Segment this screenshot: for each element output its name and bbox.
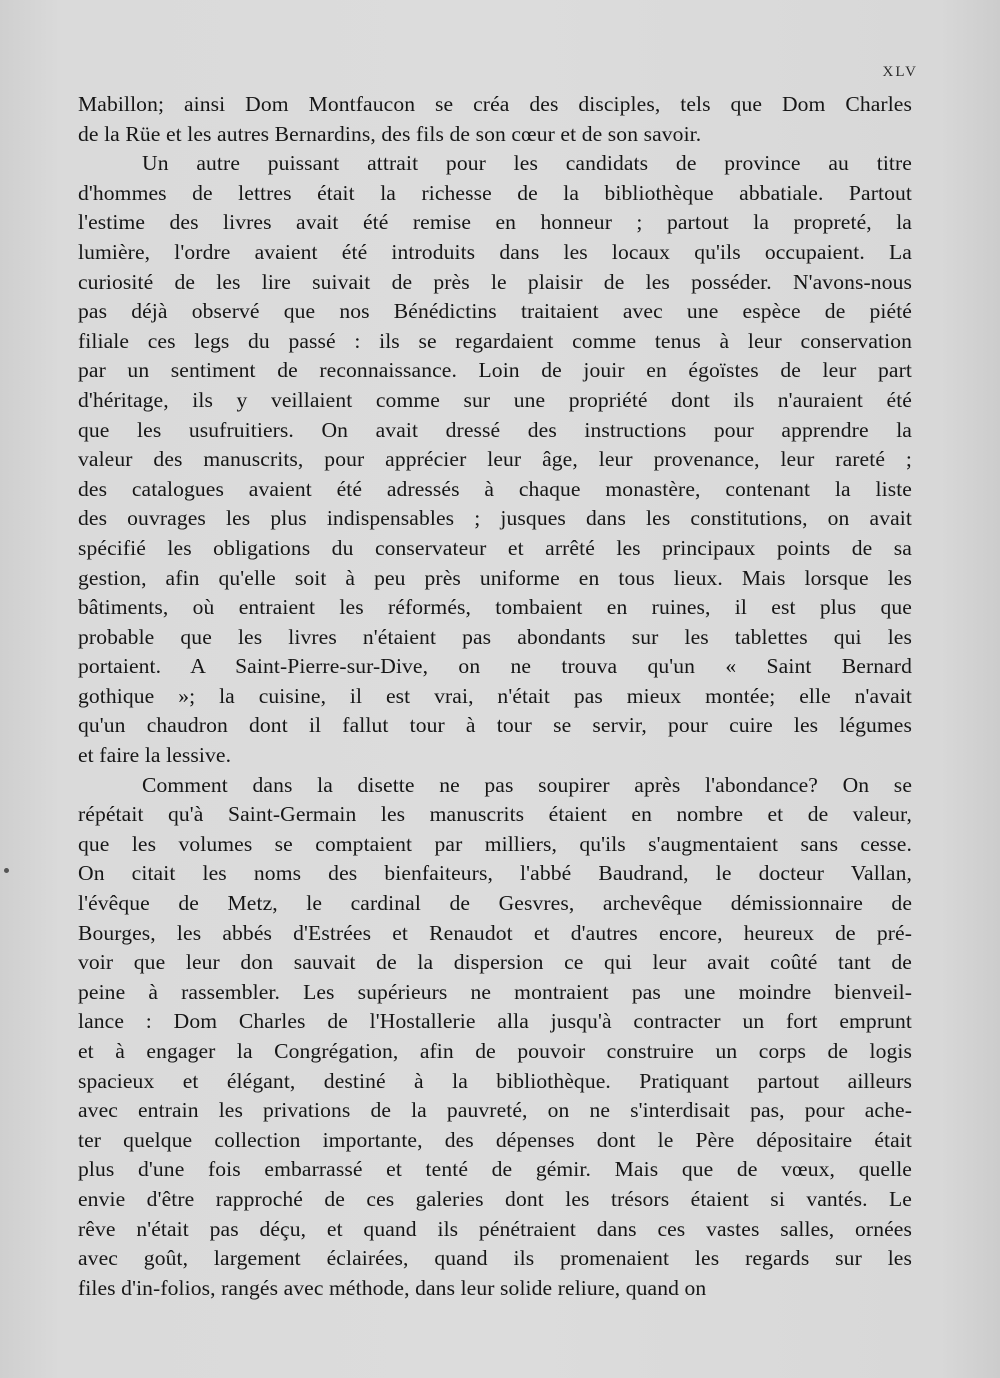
text-line: bâtiments, où entraient les réformés, tombaient en ruines, il est plus que xyxy=(78,595,912,620)
text-line: valeur des manuscrits, pour apprécier leur âge, leur provenance, leur rareté ; xyxy=(78,447,912,472)
text-line: par un sentiment de reconnaissance. Loin de jouir en égoïstes de leur part xyxy=(78,358,912,383)
text-line: que les volumes se comptaient par milliers, qu'ils s'augmentaient sans cesse. xyxy=(78,831,912,856)
text-line: lance : Dom Charles de l'Hostallerie alla jusqu'à contracter un fort emprunt xyxy=(78,1009,912,1034)
text-line: envie d'être rapproché de ces galeries dont les trésors étaient si vantés. Le xyxy=(78,1186,912,1211)
text-line: plus d'une fois embarrassé et tenté de gémir. Mais que de vœux, quelle xyxy=(78,1157,912,1182)
text-line: gothique »; la cuisine, il est vrai, n'était pas mieux montée; elle n'avait xyxy=(78,683,912,708)
text-line: pas déjà observé que nos Bénédictins traitaient avec une espèce de piété xyxy=(78,299,912,324)
text-line: avec entrain les privations de la pauvreté, on ne s'interdisait pas, pour ache- xyxy=(78,1098,912,1123)
body-text xyxy=(78,90,912,1303)
text-line: spacieux et élégant, destiné à la bibliothèque. Pratiquant partout ailleurs xyxy=(78,1068,912,1093)
text-line: Comment dans la disette ne pas soupirer après l'abondance? On se xyxy=(142,772,912,797)
text-line: filiale ces legs du passé : ils se regardaient comme tenus à leur conservation xyxy=(78,328,912,353)
text-line: répétait qu'à Saint-Germain les manuscrits étaient en nombre et de valeur, xyxy=(78,802,912,827)
text-line: avec goût, largement éclairées, quand ils promenaient les regards sur les xyxy=(78,1246,912,1271)
margin-speck xyxy=(4,868,9,873)
text-line: l'évêque de Metz, le cardinal de Gesvres, archevêque démissionnaire de xyxy=(78,891,912,916)
text-line: curiosité de les lire suivait de près le plaisir de les posséder. N'avons-nous xyxy=(78,269,912,294)
text-line: spécifié les obligations du conservateur et arrêté les principaux points de sa xyxy=(78,535,912,560)
text-line: et à engager la Congrégation, afin de pouvoir construire un corps de logis xyxy=(78,1039,912,1063)
text-line: des ouvrages les plus indispensables ; jusques dans les constitutions, on avait xyxy=(78,506,912,531)
text-line: Un autre puissant attrait pour les candidats de province au titre xyxy=(142,151,912,176)
paragraph xyxy=(78,149,912,770)
text-line: peine à rassembler. Les supérieurs ne montraient pas une moindre bienveil- xyxy=(78,979,912,1004)
text-line: et faire la lessive. xyxy=(78,743,232,768)
text-line: Mabillon; ainsi Dom Montfaucon se créa des disciples, tels que Dom Charles xyxy=(78,92,912,116)
text-line: que les usufruitiers. On avait dressé des instructions pour apprendre la xyxy=(78,417,912,442)
text-line: portaient. A Saint-Pierre-sur-Dive, on ne trouva qu'un « Saint Bernard xyxy=(78,654,912,679)
text-line: probable que les livres n'étaient pas abondants sur les tablettes qui les xyxy=(78,624,912,649)
paragraph xyxy=(78,771,912,1304)
text-line: lumière, l'ordre avaient été introduits dans les locaux qu'ils occupaient. La xyxy=(78,239,912,264)
text-line: de la Rüe et les autres Bernardins, des fils de son cœur et de son savoir. xyxy=(78,121,702,146)
text-line: voir que leur don sauvait de la dispersion ce qui leur avait coûté tant de xyxy=(78,950,912,975)
text-line: d'héritage, ils y veillaient comme sur une propriété dont ils n'auraient été xyxy=(78,387,912,412)
text-line: files d'in-folios, rangés avec méthode, dans leur solide reliure, quand on xyxy=(78,1275,707,1300)
text-line: l'estime des livres avait été remise en honneur ; partout la propreté, la xyxy=(78,210,912,235)
text-line: d'hommes de lettres était la richesse de la bibliothèque abbatiale. Partout xyxy=(78,180,912,205)
text-line: ter quelque collection importante, des dépenses dont le Père dépositaire était xyxy=(78,1127,912,1152)
text-line: qu'un chaudron dont il fallut tour à tour se servir, pour cuire les légumes xyxy=(78,713,912,738)
text-line: rêve n'était pas déçu, et quand ils pénétraient dans ces vastes salles, ornées xyxy=(78,1216,912,1241)
text-line: gestion, afin qu'elle soit à peu près uniforme en tous lieux. Mais lorsque les xyxy=(78,565,912,590)
text-line: On citait les noms des bienfaiteurs, l'abbé Baudrand, le docteur Vallan, xyxy=(78,861,912,886)
text-line: des catalogues avaient été adressés à chaque monastère, contenant la liste xyxy=(78,476,912,501)
text-line: Bourges, les abbés d'Estrées et Renaudot et d'autres encore, heureux de pré- xyxy=(78,920,912,945)
paragraph xyxy=(78,90,912,149)
page-number: XLV xyxy=(882,64,918,80)
